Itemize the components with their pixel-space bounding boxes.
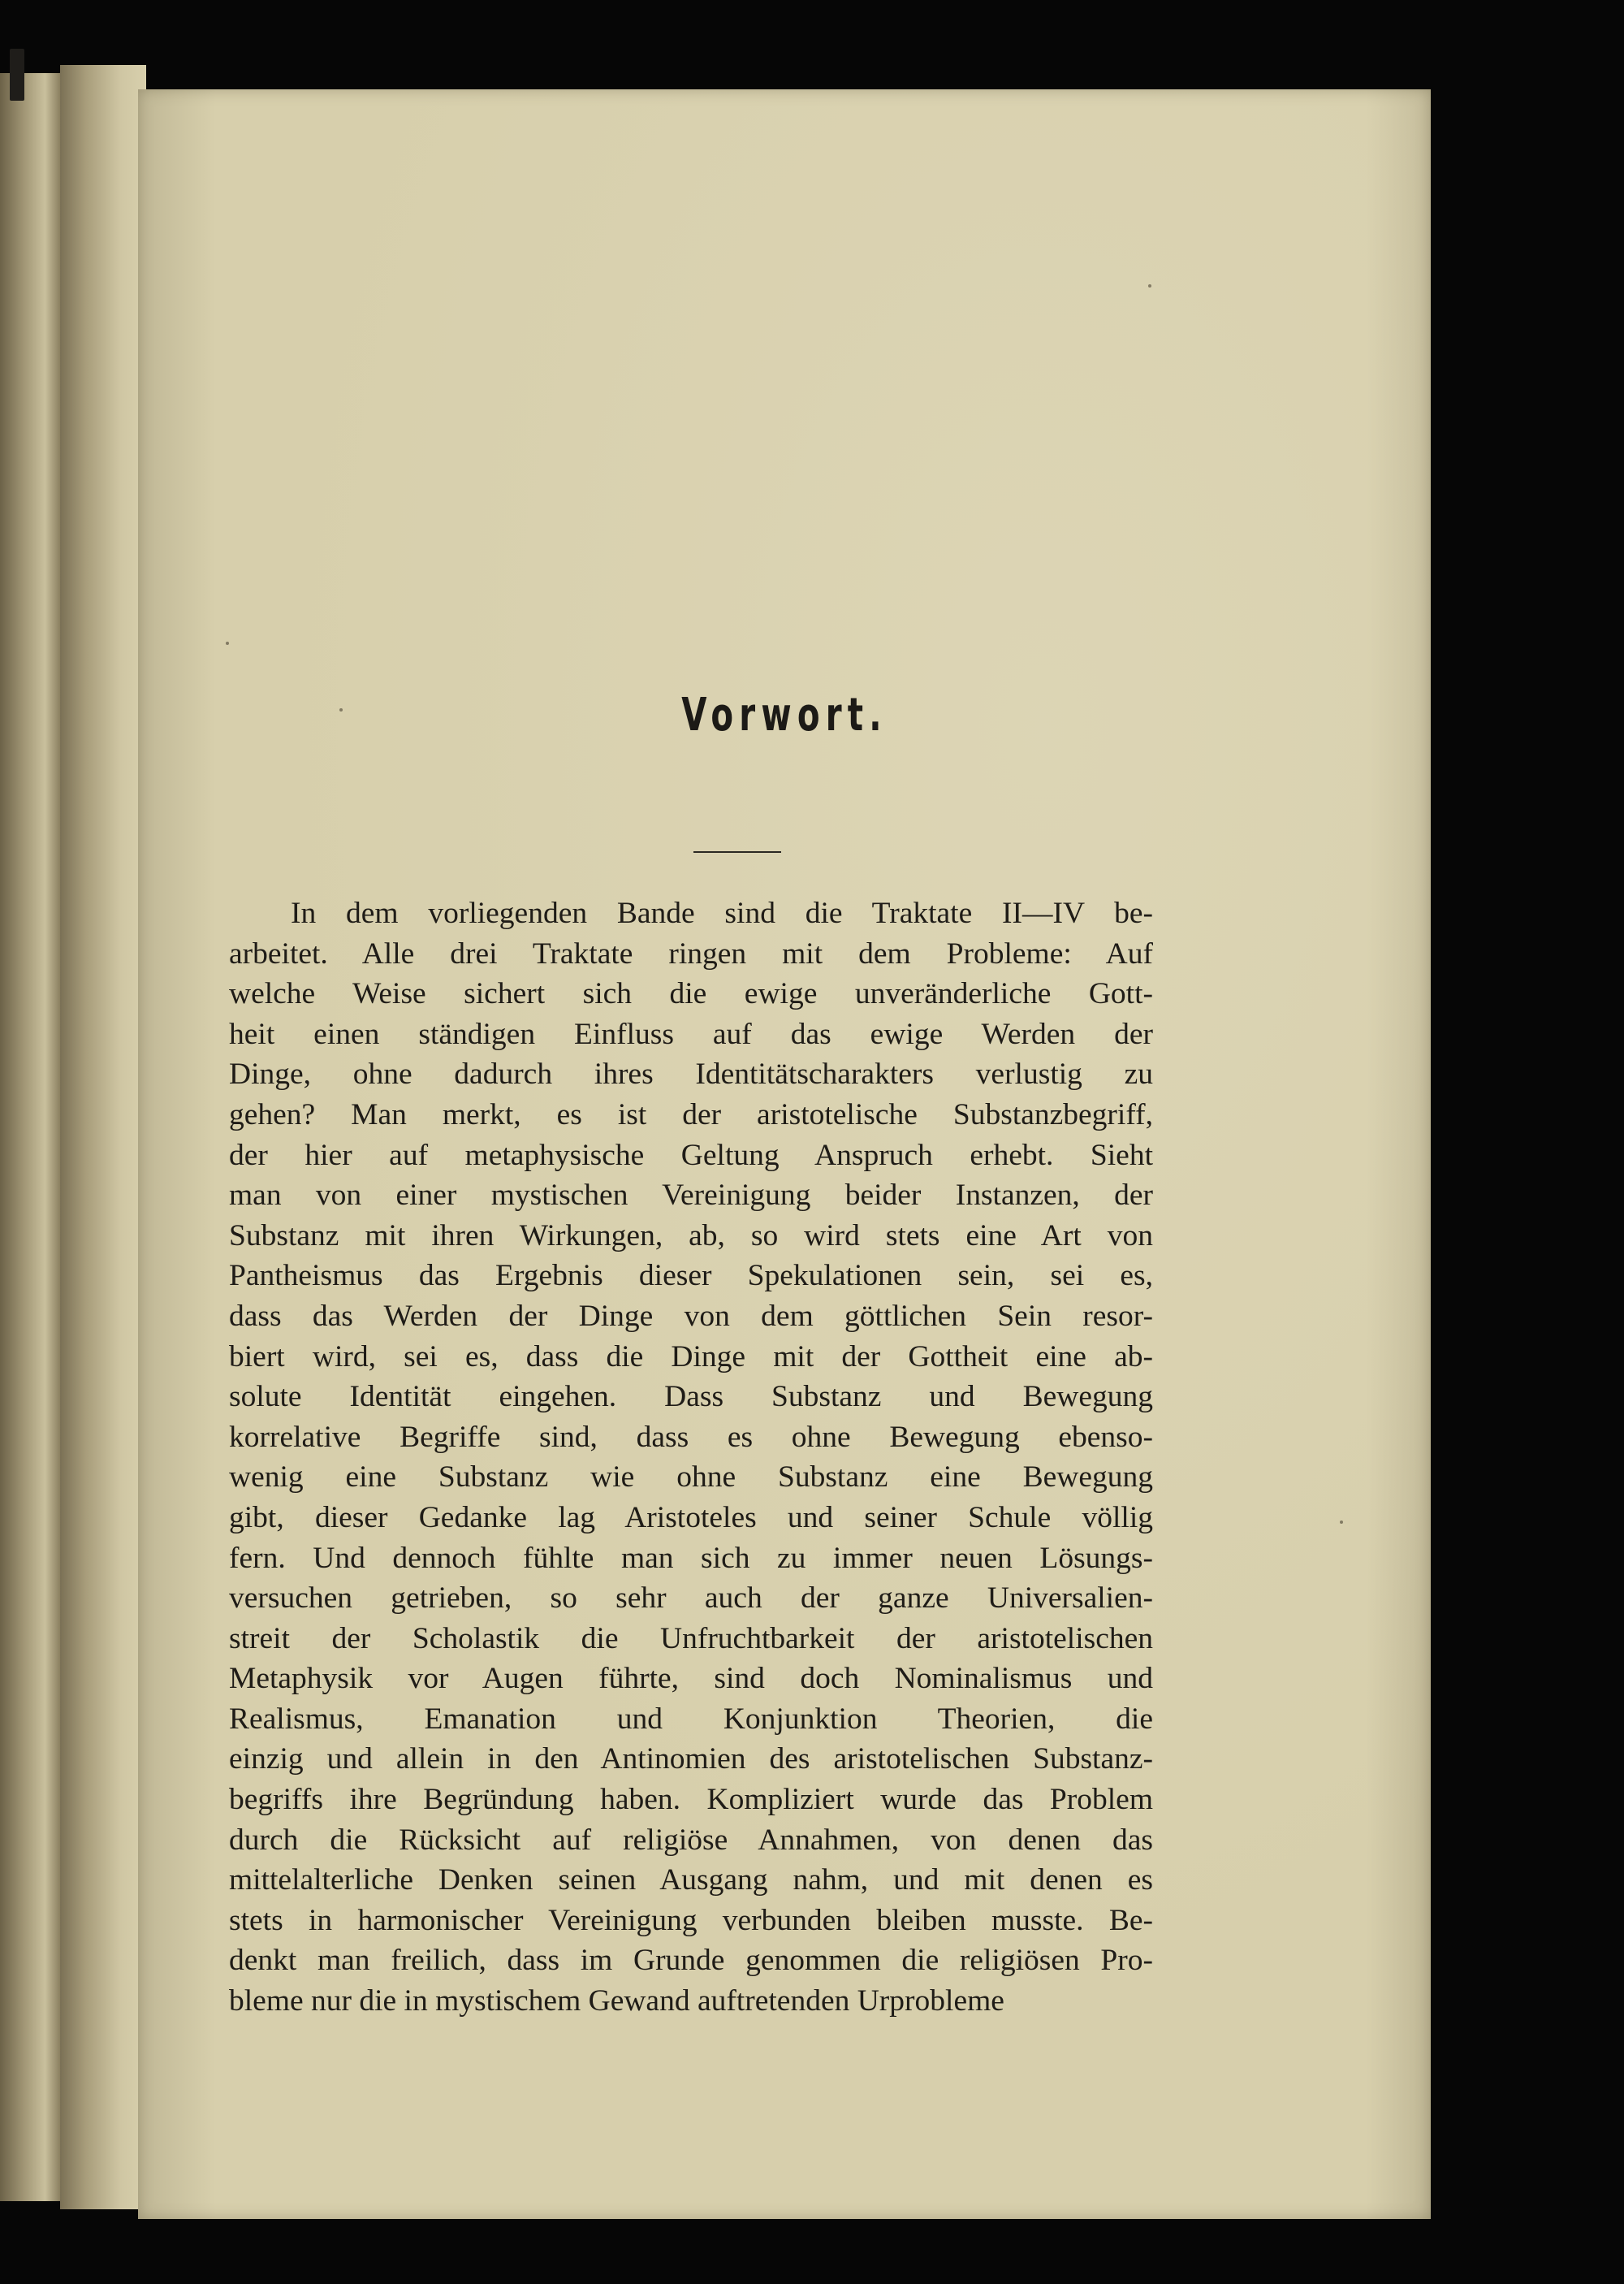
facing-page-edge [0,73,60,2201]
text-line: versuchen getrieben, so sehr auch der ganze Universalien- [229,1581,1153,1616]
text-line: Realismus, Emanation und Konjunktion Theorien, die [229,1702,1153,1736]
text-line: bleme nur die in mystischem Gewand auftretenden Urprobleme [229,1984,1004,2018]
text-line: Dinge, ohne dadurch ihres Identitätscharakters verlustig zu [229,1058,1153,1092]
text-line: korrelative Begriffe sind, dass es ohne Bewegung ebenso- [229,1420,1153,1454]
body-text [229,893,1153,2022]
text-line: durch die Rücksicht auf religiöse Annahmen, von denen das [229,1823,1153,1857]
paper-speck [1340,1521,1343,1524]
text-line: mittelalterliche Denken seinen Ausgang nahm, und mit denen es [229,1863,1153,1897]
text-line: gehen? Man merkt, es ist der aristotelische Substanzbegriff, [229,1097,1153,1131]
text-line: solute Identität eingehen. Dass Substanz und Bewegung [229,1380,1153,1414]
paper-speck [226,642,229,645]
paper-speck [1148,284,1151,288]
book-page [138,89,1431,2219]
text-line: fern. Und dennoch fühlte man sich zu immer neuen Lösungs- [229,1541,1153,1575]
paper-speck [339,708,343,712]
text-line: begriffs ihre Begründung haben. Kompliziert wurde das Problem [229,1783,1153,1817]
text-line: einzig und allein in den Antinomien des aristotelischen Substanz- [229,1742,1153,1776]
text-line: der hier auf metaphysische Geltung Anspruch erhebt. Sieht [229,1138,1153,1172]
text-line: arbeitet. Alle drei Traktate ringen mit dem Probleme: Auf [229,937,1153,971]
text-line: Metaphysik vor Augen führte, sind doch Nominalismus und [229,1662,1153,1696]
text-line: gibt, dieser Gedanke lag Aristoteles und seiner Schule völlig [229,1500,1153,1534]
text-line: welche Weise sichert sich die ewige unveränderliche Gott- [229,977,1153,1011]
page-title: Vorwort. [681,689,888,742]
text-line: Pantheismus das Ergebnis dieser Spekulationen sein, sei es, [229,1259,1153,1293]
text-line: stets in harmonischer Vereinigung verbunden bleiben musste. Be- [229,1903,1153,1937]
text-line: dass das Werden der Dinge von dem göttlichen Sein resor- [229,1299,1153,1333]
text-line: denkt man freilich, dass im Grunde genommen die religiösen Pro- [229,1944,1153,1978]
text-line: biert wird, sei es, dass die Dinge mit der Gottheit eine ab- [229,1339,1153,1373]
binding-edge [10,49,24,101]
text-line: Substanz mit ihren Wirkungen, ab, so wird stets eine Art von [229,1218,1153,1252]
text-line: wenig eine Substanz wie ohne Substanz eine Bewegung [229,1460,1153,1495]
title-divider [693,851,781,853]
text-line: heit einen ständigen Einfluss auf das ewige Werden der [229,1017,1153,1051]
page-gutter [60,65,146,2209]
text-line: man von einer mystischen Vereinigung beider Instanzen, der [229,1179,1153,1213]
text-line: streit der Scholastik die Unfruchtbarkeit der aristotelischen [229,1621,1153,1655]
text-line: In dem vorliegenden Bande sind die Traktate II—IV be- [291,897,1153,930]
